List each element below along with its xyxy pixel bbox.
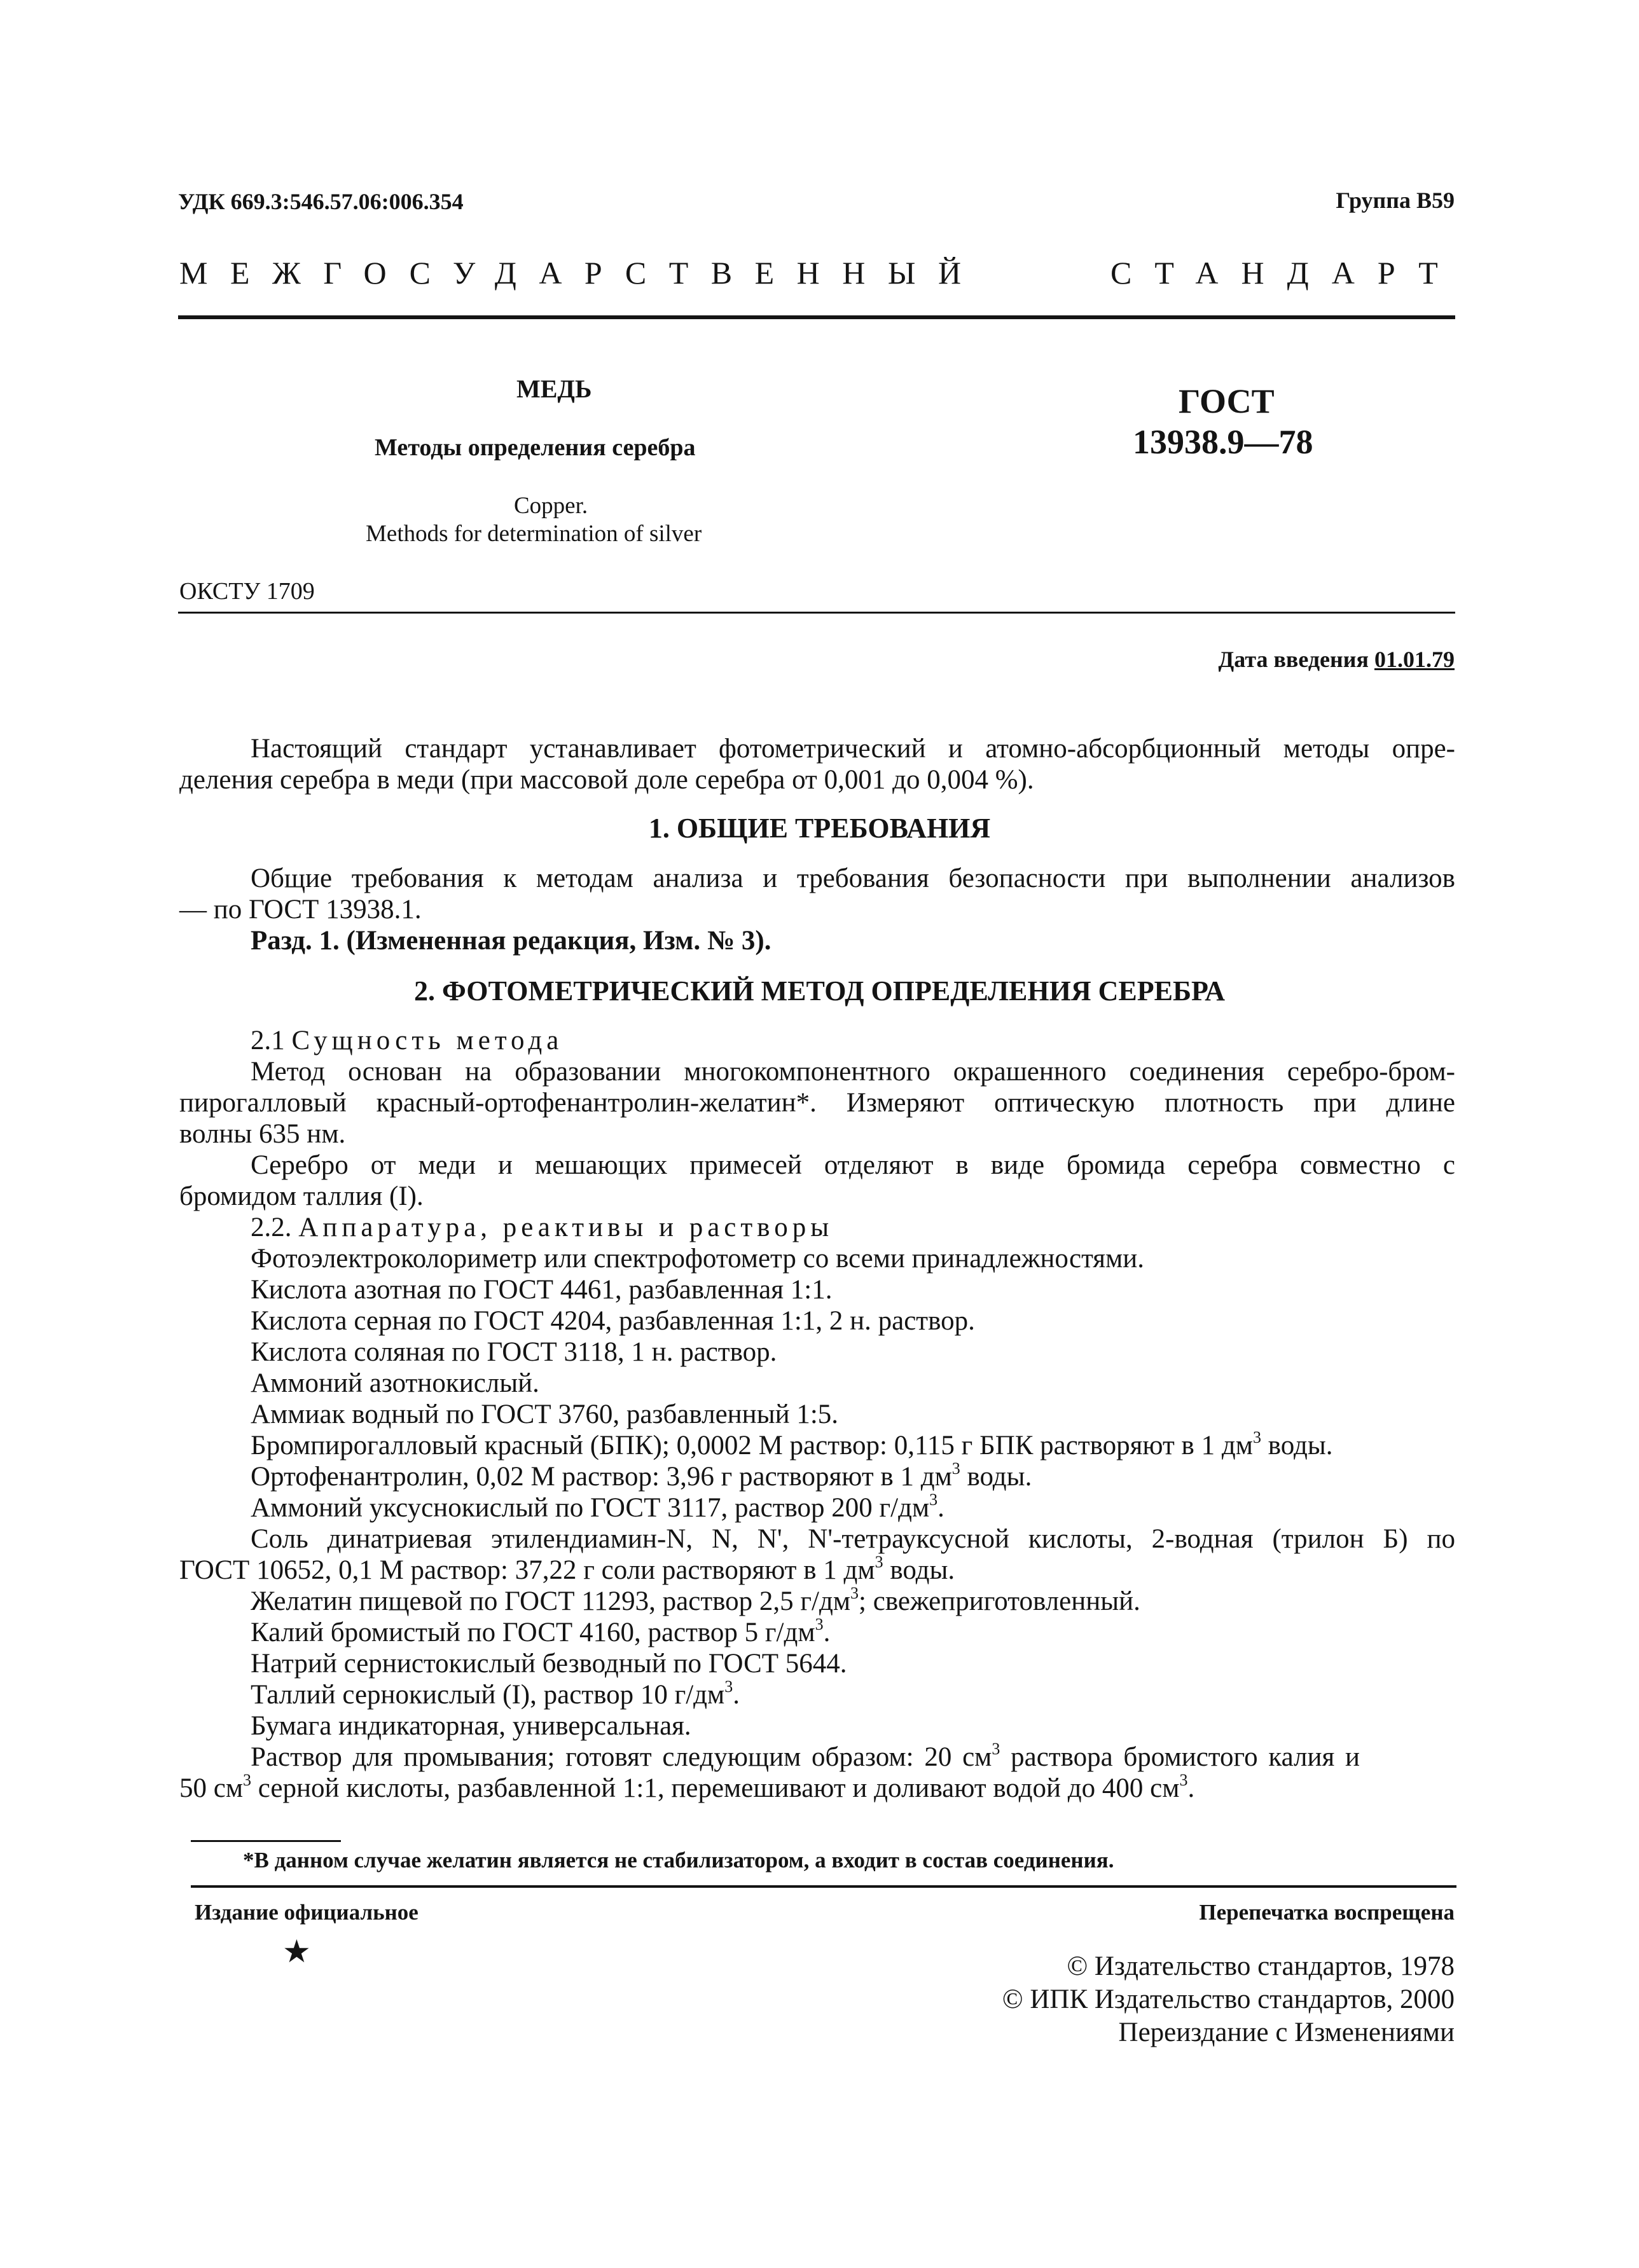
intro-date-label: Дата введения xyxy=(1218,647,1369,672)
group-code: Группа В59 xyxy=(1336,188,1455,213)
list-item: Желатин пищевой по ГОСТ 11293, раствор 2,5 $г/дм^3$; свежеприготовленный. xyxy=(251,1584,1140,1616)
subsection-title: Сущность метода xyxy=(291,1026,564,1055)
list-item: Аммоний азотнокислый. xyxy=(251,1368,539,1398)
subsection-2-2-heading xyxy=(179,1212,1455,1243)
list-item: Бумага индикаторная, универсальная. xyxy=(251,1711,691,1741)
list-item: Калий бромистый по ГОСТ 4160, раствор 5 $г/дм^3$. xyxy=(251,1615,831,1647)
banner-interstate: МЕЖГОСУДАРСТВЕННЫЙ xyxy=(179,255,984,291)
gost-label: ГОСТ xyxy=(1179,382,1275,420)
list-item: Ортофенантролин, 0,02 М раствор: 3,96 г растворяют в 1 $дм^3$ воды. xyxy=(251,1459,1032,1492)
text-line: Общие требования к методам анализа и требования безопасности при выполнении анализов xyxy=(251,863,1455,893)
star-icon: ★ xyxy=(282,1934,311,1969)
text-line: деления серебра в меди (при массовой доле серебра от 0,001 до 0,004 %). xyxy=(179,765,1034,795)
subsection-title: Аппаратура, реактивы и растворы xyxy=(298,1213,834,1242)
intro-date-value: 01.01.79 xyxy=(1374,647,1455,672)
header-rule xyxy=(178,315,1455,319)
subsection-number: 2.1 xyxy=(251,1026,285,1055)
okstu-code: ОКСТУ 1709 xyxy=(179,578,315,605)
gost-number: 13938.9—78 xyxy=(1133,423,1313,461)
list-item: Таллий сернокислый (I), раствор 10 $г/дм^3$. xyxy=(251,1677,740,1710)
copyright-1978: © Издательство стандартов, 1978 xyxy=(1067,1951,1455,1981)
subsection-2-1-heading xyxy=(179,1025,1455,1056)
section-2-title: 2. ФОТОМЕТРИЧЕСКИЙ МЕТОД ОПРЕДЕЛЕНИЯ СЕРЕБРА xyxy=(413,975,1226,1007)
list-item: Аммоний уксуснокислый по ГОСТ 3117, раствор 200 $г/дм^3$. xyxy=(251,1490,944,1523)
banner-standard: СТАНДАРТ xyxy=(1110,255,1461,291)
list-item: Соль динатриевая этилендиамин-N, N, N', N'-тетрауксусной кислоты, 2-водная (трилон Б) по xyxy=(251,1524,1455,1554)
okstu-rule xyxy=(178,612,1455,614)
list-item: Раствор для промывания; готовят следующим образом: 20 $см^3$ раствора бромистого калия и xyxy=(251,1740,1360,1772)
section-2-body xyxy=(179,1025,1455,1804)
doc-title-en: Copper. xyxy=(514,493,588,519)
text-line: бромидом таллия (I). xyxy=(179,1181,424,1211)
doc-subtitle-en: Methods for determination of silver xyxy=(366,521,702,547)
footnote-rule xyxy=(191,1840,341,1842)
text-line: Метод основан на образовании многокомпонентного окрашенного соединения серебро-бром- xyxy=(251,1057,1455,1087)
list-item: Бромпирогалловый красный (БПК); 0,0002 М раствор: 0,115 г БПК растворяют в 1 $дм^3$ воды. xyxy=(251,1428,1333,1460)
list-item: Кислота азотная по ГОСТ 4461, разбавленная 1:1. xyxy=(251,1275,833,1305)
reprint-prohibited: Перепечатка воспрещена xyxy=(1199,1900,1455,1925)
footer-rule xyxy=(191,1885,1456,1888)
doc-title: МЕДЬ xyxy=(516,375,592,403)
section-1-body xyxy=(179,863,1455,956)
edit-note: Разд. 1. (Измененная редакция, Изм. № 3). xyxy=(251,926,771,956)
list-item: Кислота соляная по ГОСТ 3118, 1 н. раствор. xyxy=(251,1337,777,1367)
list-item: Аммиак водный по ГОСТ 3760, разбавленный 1:5. xyxy=(251,1399,839,1429)
udk-code: УДК 669.3:546.57.06:006.354 xyxy=(178,189,464,214)
text-line: Серебро от меди и мешающих примесей отделяют в виде бромида серебра совместно с xyxy=(251,1150,1455,1180)
list-item: Фотоэлектроколориметр или спектрофотометр со всеми принадлежностями. xyxy=(251,1244,1145,1274)
text-line: — по ГОСТ 13938.1. xyxy=(179,895,422,924)
subsection-number: 2.2. xyxy=(251,1213,292,1242)
doc-subtitle: Методы определения серебра xyxy=(375,434,696,461)
list-item-continuation: 50 $см^3$ серной кислоты, разбавленной 1:1, перемешивают и доливают водой до 400 $см^3$. xyxy=(179,1771,1195,1803)
text-line: Настоящий стандарт устанавливает фотометрический и атомно-абсорбционный методы опре- xyxy=(251,734,1455,764)
list-item: Кислота серная по ГОСТ 4204, разбавленная 1:1, 2 н. раствор. xyxy=(251,1306,975,1336)
text-line: волны 635 нм. xyxy=(179,1119,346,1149)
text-line: пирогалловый красный-ортофенантролин-желатин*. Измеряют оптическую плотность при длине xyxy=(179,1088,1455,1118)
copyright-2000: © ИПК Издательство стандартов, 2000 xyxy=(1002,1984,1455,2014)
footnote: *В данном случае желатин является не стабилизатором, а входит в состав соединения. xyxy=(243,1848,1114,1873)
section-1-title: 1. ОБЩИЕ ТРЕБОВАНИЯ xyxy=(648,813,991,844)
list-item: Натрий сернистокислый безводный по ГОСТ 5644. xyxy=(251,1649,847,1679)
official-edition: Издание официальное xyxy=(195,1900,418,1925)
intro-paragraph xyxy=(179,733,1455,795)
reissue-note: Переиздание с Изменениями xyxy=(1118,2017,1455,2047)
intro-date xyxy=(1219,646,1455,673)
list-item-continuation: ГОСТ 10652, 0,1 М раствор: 37,22 г соли растворяют в 1 $дм^3$ воды. xyxy=(179,1553,955,1585)
